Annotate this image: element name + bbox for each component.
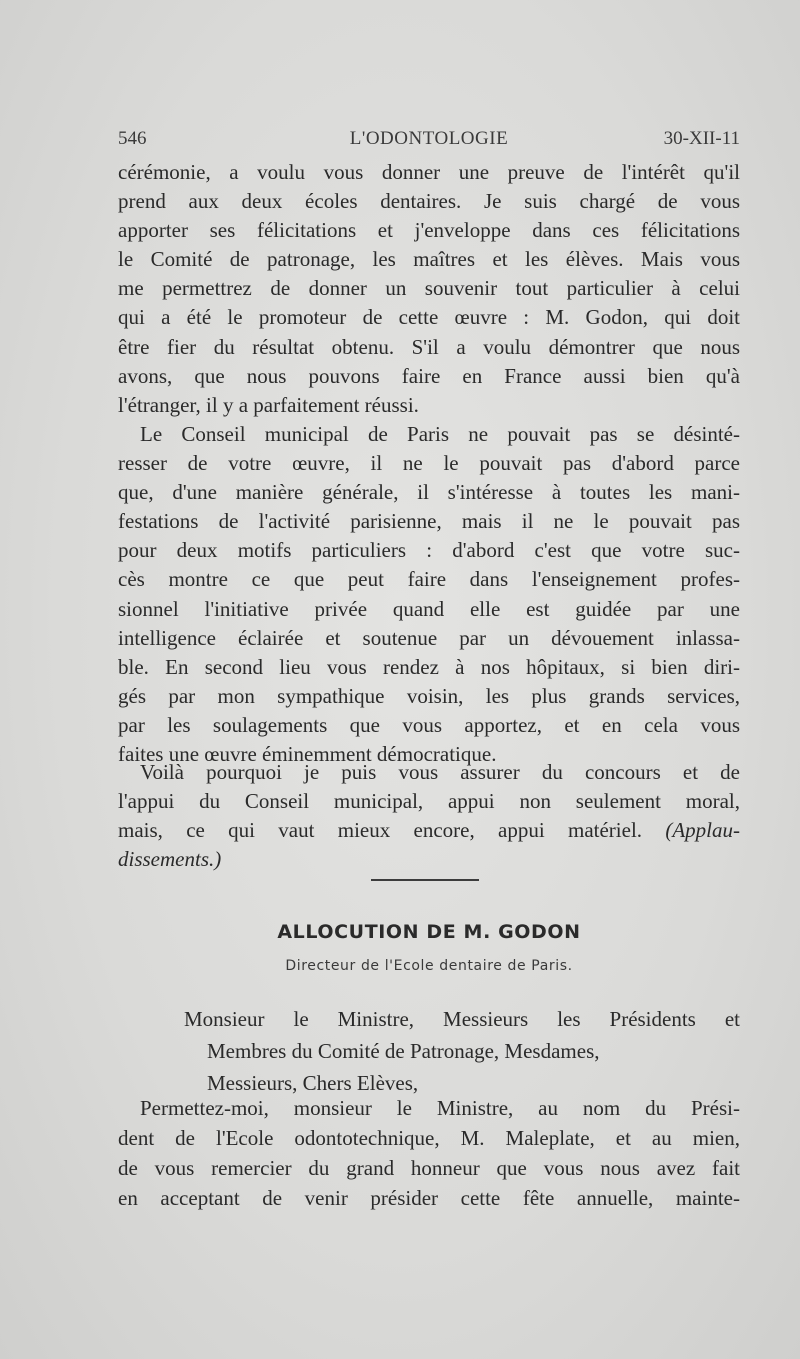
text-line: en acceptant de venir présider cette fête annuelle, mainte- xyxy=(118,1186,740,1210)
italic-applause-end: dissements.) xyxy=(118,847,222,872)
text-line: Le Conseil municipal de Paris ne pouvait pas se désinté- xyxy=(140,422,740,446)
issue-date: 30-XII-11 xyxy=(663,128,740,149)
text-line: me permettrez de donner un souvenir tout particulier à celui xyxy=(118,276,740,301)
salutation-line: Monsieur le Ministre, Messieurs les Présidents et xyxy=(184,1007,740,1031)
running-header xyxy=(118,128,740,152)
text-line: que, d'une manière générale, il s'intéresse à toutes les mani- xyxy=(118,480,740,505)
text-line: sionnel l'initiative privée quand elle est guidée par une xyxy=(118,596,740,621)
text-line: de vous remercier du grand honneur que vous nous avez fait xyxy=(118,1156,740,1180)
text-line: gés par mon sympathique voisin, les plus grands services, xyxy=(118,683,740,708)
text-line: cès montre ce que peut faire dans l'enseignement profes- xyxy=(118,567,740,592)
text-line: ble. En second lieu vous rendez à nos hôpitaux, si bien diri- xyxy=(118,654,740,679)
journal-title: L'ODONTOLOGIE xyxy=(349,128,509,149)
text-line: Voilà pourquoi je puis vous assurer du concours et de xyxy=(140,760,740,784)
text-line: intelligence éclairée et soutenue par un dévouement inlassa- xyxy=(118,625,740,650)
paragraph-4 xyxy=(118,1093,740,1213)
page-number: 546 xyxy=(118,128,147,149)
paragraph-1 xyxy=(118,158,740,420)
text-line: festations de l'activité parisienne, mais il ne le pouvait pas xyxy=(118,509,740,534)
section-divider xyxy=(371,879,479,881)
text-line: être fier du résultat obtenu. S'il a voulu démontrer que nous xyxy=(118,334,740,359)
text-line: qui a été le promoteur de cette œuvre : M. Godon, qui doit xyxy=(118,305,740,330)
text-line: cérémonie, a voulu vous donner une preuve de l'intérêt qu'il xyxy=(118,160,740,184)
section-subtitle: Directeur de l'Ecole dentaire de Paris. xyxy=(285,958,573,974)
text-line xyxy=(118,816,740,845)
paragraph-3 xyxy=(118,758,740,874)
text-line: apporter ses félicitations et j'enveloppe dans ces félicitations xyxy=(118,218,740,243)
salutation-line: Messieurs, Chers Elèves, xyxy=(207,1071,419,1095)
text-line: dent de l'Ecole odontotechnique, M. Maleplate, et au mien, xyxy=(118,1126,740,1150)
text-line: resser de votre œuvre, il ne le pouvait pas d'abord parce xyxy=(118,451,740,476)
salutation xyxy=(184,1003,740,1099)
section-title: ALLOCUTION DE M. GODON xyxy=(277,921,581,943)
text-line: par les soulagements que vous apportez, et en cela vous xyxy=(118,712,740,737)
text-segment: mais, ce qui vaut mieux encore, appui matériel. xyxy=(118,818,666,843)
text-line: Permettez-moi, monsieur le Ministre, au nom du Prési- xyxy=(140,1096,740,1120)
text-line: l'appui du Conseil municipal, appui non seulement moral, xyxy=(118,789,740,814)
text-line: faites une œuvre éminemment démocratique. xyxy=(118,742,497,767)
paragraph-2 xyxy=(118,420,740,769)
salutation-line: Membres du Comité de Patronage, Mesdames, xyxy=(207,1039,600,1063)
text-line: prend aux deux écoles dentaires. Je suis chargé de vous xyxy=(118,189,740,214)
text-line: avons, que nous pouvons faire en France aussi bien qu'à xyxy=(118,363,740,388)
italic-applause: (Applau- xyxy=(665,818,740,843)
text-line: le Comité de patronage, les maîtres et les élèves. Mais vous xyxy=(118,247,740,272)
text-line: l'étranger, il y a parfaitement réussi. xyxy=(118,392,419,417)
text-line: pour deux motifs particuliers : d'abord c'est que votre suc- xyxy=(118,538,740,563)
